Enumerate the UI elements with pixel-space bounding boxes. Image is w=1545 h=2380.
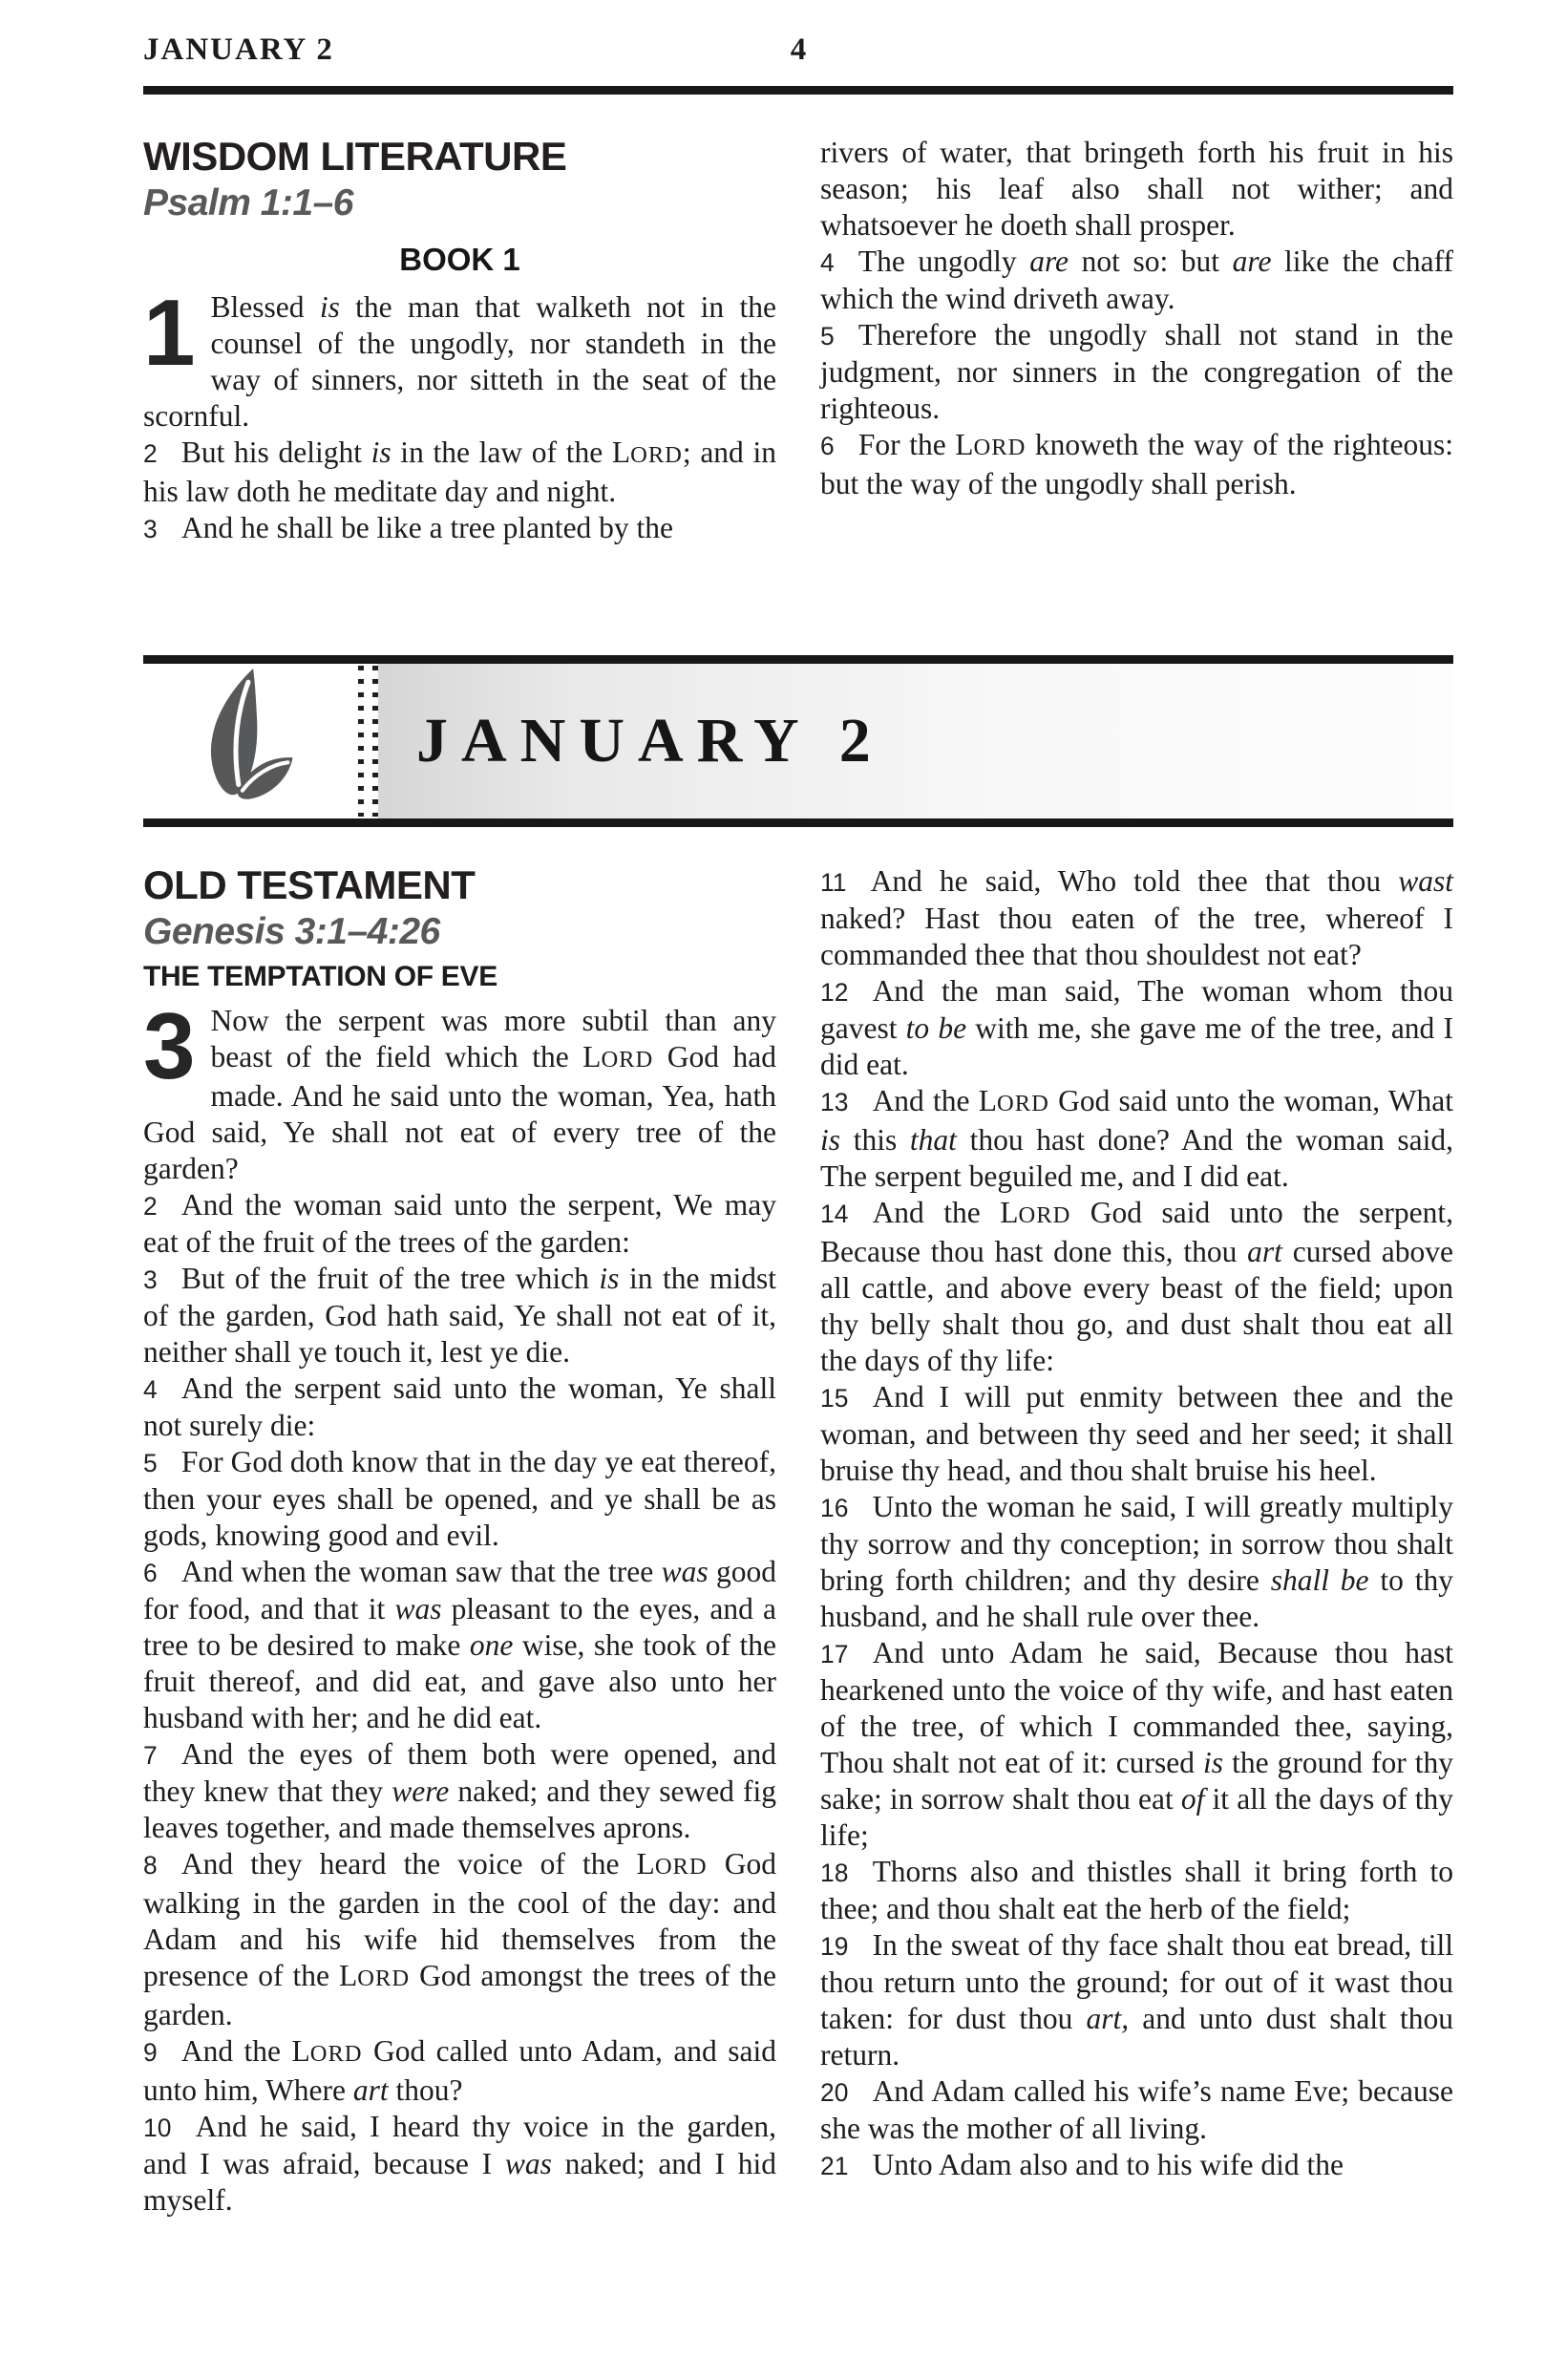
verse-3 <box>143 1261 776 1371</box>
verse-number: 2 <box>143 439 158 468</box>
verse-text: And I will put enmity between thee and the woman, and between thy seed and her seed; it shall bruise thy head, and thou shalt bruise his heel. <box>820 1380 1453 1487</box>
genesis-verses-left <box>143 993 777 2219</box>
reading-reference-genesis: Genesis 3:1–4:26 <box>143 911 440 952</box>
verse-11 <box>820 863 1453 973</box>
page-number: 4 <box>790 32 807 67</box>
passage-subheading: THE TEMPTATION OF EVE <box>143 961 497 992</box>
verse-3 <box>143 993 776 1187</box>
verse-number: 14 <box>820 1200 849 1228</box>
verse-18 <box>820 1854 1453 1927</box>
verse-text: And he shall be like a tree planted by the <box>180 511 674 544</box>
verse-number: 13 <box>820 1088 849 1116</box>
verse-9 <box>143 2033 776 2109</box>
verse-text: And Adam called his wife’s name Eve; because she was the mother of all living. <box>820 2074 1453 2145</box>
verse-6 <box>143 1554 776 1736</box>
verse-text: And the serpent said unto the woman, Ye shall not surely die: <box>143 1371 776 1442</box>
dotted-divider <box>358 664 378 818</box>
verse-number: 4 <box>820 248 835 277</box>
verse-text: Therefore the ungodly shall not stand in the judgment, nor sinners in the congregation of the righteous. <box>820 318 1453 425</box>
banner-title-zone <box>378 664 1453 818</box>
verse-number: 21 <box>820 2152 849 2180</box>
verse-number: 8 <box>143 1851 158 1880</box>
banner-leaf-zone <box>143 664 358 818</box>
verse-text: And the LORD God called unto Adam, and said unto him, Where art thou? <box>143 2034 776 2107</box>
genesis-verses-right <box>820 863 1453 2184</box>
drop-cap-numeral: 3 <box>143 993 196 1098</box>
verse-4 <box>143 1371 776 1444</box>
verse-text: Unto the woman he said, I will greatly multiply thy sorrow and thy conception; in sorrow thou shalt bring forth children; and thy desire shall be to thy husband, and he shall rule over thee. <box>820 1490 1453 1633</box>
verse-2 <box>143 435 776 510</box>
verse-number: 6 <box>820 432 835 460</box>
verse-number: 2 <box>143 1192 158 1221</box>
verse-text: For God doth know that in the day ye eat thereof, then your eyes shall be opened, and ye shall be as gods, knowing good and evil. <box>143 1445 776 1552</box>
verse-text: And when the woman saw that the tree was good for food, and that it was pleasant to the eyes, and a tree to be desired to make one wise, she took of the fruit thereof, and did eat, and gave also unto her husband with her; and he did eat. <box>143 1555 776 1734</box>
verse-text: But of the fruit of the tree which is in the midst of the garden, God hath said, Ye shall not eat of it, neither shall ye touch it, lest ye die. <box>143 1262 776 1369</box>
verse-text: Now the serpent was more subtil than any beast of the field which the LORD God had made. And he said unto the woman, Yea, hath God said, Ye shall not eat of every tree of the garden? <box>143 1004 776 1185</box>
verse-text: The ungodly are not so: but are like the chaff which the wind driveth away. <box>820 244 1453 315</box>
verse-number: 11 <box>820 868 847 897</box>
verse-21 <box>820 2147 1453 2184</box>
verse-number: 16 <box>820 1494 849 1522</box>
verse-number: 3 <box>143 1265 158 1294</box>
verse-text: And the LORD God said unto the woman, What is this that thou hast done? And the woman said, The serpent beguiled me, and I did eat. <box>820 1084 1454 1193</box>
verse-4 <box>820 244 1453 317</box>
verse-text: And he said, Who told thee that thou wast naked? Hast thou eaten of the tree, whereof I commanded thee that thou shouldest not eat? <box>820 864 1453 971</box>
verse-3 <box>143 510 776 547</box>
verse-text: Thorns also and thistles shall it bring forth to thee; and thou shalt eat the herb of the field; <box>820 1855 1453 1925</box>
section-heading-wisdom-literature: WISDOM LITERATURE <box>143 134 567 179</box>
day-banner <box>143 655 1453 827</box>
verse-number: 3 <box>143 515 158 543</box>
psalm-verses-right <box>820 135 1453 502</box>
verse-text: Blessed is the man that walketh not in the counsel of the ungodly, nor standeth in the way of sinners, nor sitteth in the seat of the scornful. <box>143 290 776 433</box>
verse-17 <box>820 1635 1453 1854</box>
verse-text: And the LORD God said unto the serpent, Because thou hast done this, thou art cursed above all cattle, and above every beast of the field; upon thy belly shalt thou go, and dust shalt thou eat all the days of thy life: <box>820 1196 1454 1377</box>
verse-text: Unto Adam also and to his wife did the <box>872 2148 1344 2181</box>
verse-number: 5 <box>820 322 835 351</box>
verse-6 <box>820 427 1453 502</box>
verse-text: In the sweat of thy face shalt thou eat bread, till thou return unto the ground; for out of it wast thou taken: for dust thou art, and unto dust shalt thou return. <box>820 1928 1453 2072</box>
verse-13 <box>820 1083 1453 1195</box>
verse-continuation <box>820 135 1453 244</box>
reading-reference-psalm: Psalm 1:1–6 <box>143 182 353 223</box>
verse-number: 9 <box>143 2038 158 2067</box>
verse-number: 12 <box>820 978 849 1007</box>
verse-number: 20 <box>820 2078 849 2107</box>
verse-number: 6 <box>143 1559 158 1587</box>
drop-cap-numeral: 1 <box>143 280 196 385</box>
verse-8 <box>143 1846 776 2033</box>
verse-number: 17 <box>820 1640 849 1668</box>
verse-1 <box>143 280 776 435</box>
verse-text: And the man said, The woman whom thou gavest to be with me, she gave me of the tree, and I did eat. <box>820 974 1453 1081</box>
verse-number: 10 <box>143 2114 172 2142</box>
verse-text: For the LORD knoweth the way of the righteous: but the way of the ungodly shall perish. <box>820 428 1454 500</box>
verse-14 <box>820 1195 1453 1379</box>
section-heading-old-testament: OLD TESTAMENT <box>143 862 476 907</box>
verse-12 <box>820 973 1453 1083</box>
header-rule <box>143 86 1453 95</box>
verse-number: 15 <box>820 1384 849 1413</box>
old-testament-section <box>143 863 1453 2219</box>
verse-number: 18 <box>820 1859 849 1887</box>
psalm-right-column <box>820 135 1453 655</box>
verse-text: And he said, I heard thy voice in the garden, and I was afraid, because I was naked; and I hid myself. <box>143 2110 777 2217</box>
verse-10 <box>143 2109 776 2219</box>
verse-text: rivers of water, that bringeth forth his fruit in his season; his leaf also shall not wither; and whatsoever he doeth shall prosper. <box>820 136 1453 242</box>
leaf-icon <box>198 667 305 817</box>
verse-text: And the eyes of them both were opened, and they knew that they were naked; and they sewed fig leaves together, and made themselves aprons. <box>143 1737 776 1844</box>
running-head-date: JANUARY 2 <box>143 32 334 67</box>
verse-2 <box>143 1187 776 1261</box>
verse-20 <box>820 2073 1453 2147</box>
psalm-section <box>143 135 1453 655</box>
verse-15 <box>820 1379 1453 1489</box>
verse-text: But his delight is in the law of the LORD; and in his law doth he meditate day and night. <box>143 436 776 508</box>
verse-number: 19 <box>820 1932 849 1961</box>
verse-text: And they heard the voice of the LORD God walking in the garden in the cool of the day: and Adam and his wife hid themselves from the presence of the LORD God amongst the trees of the garden. <box>143 1847 776 2031</box>
dotted-divider-column <box>358 666 364 817</box>
book-label: BOOK 1 <box>399 242 520 277</box>
verse-5 <box>820 317 1453 427</box>
verse-text: And the woman said unto the serpent, We may eat of the fruit of the trees of the garden: <box>143 1188 776 1259</box>
verse-7 <box>143 1736 776 1846</box>
verse-16 <box>820 1489 1453 1635</box>
verse-number: 4 <box>143 1375 158 1404</box>
running-header <box>143 32 1453 76</box>
verse-19 <box>820 1927 1453 2073</box>
verse-text: And unto Adam he said, Because thou hast hearkened unto the voice of thy wife, and hast eaten of the tree, of which I commanded thee, saying, Thou shalt not eat of it: cursed is the ground for thy sake; in sorrow shalt thou eat of it all the days of thy life; <box>820 1636 1454 1852</box>
verse-number: 5 <box>143 1449 158 1477</box>
psalm-verses-left <box>143 280 776 547</box>
genesis-right-column <box>820 863 1453 2219</box>
verse-5 <box>143 1444 776 1554</box>
verse-number: 7 <box>143 1741 158 1770</box>
psalm-left-column <box>143 135 776 655</box>
genesis-left-column <box>143 863 776 2219</box>
banner-title: JANUARY 2 <box>416 706 884 776</box>
